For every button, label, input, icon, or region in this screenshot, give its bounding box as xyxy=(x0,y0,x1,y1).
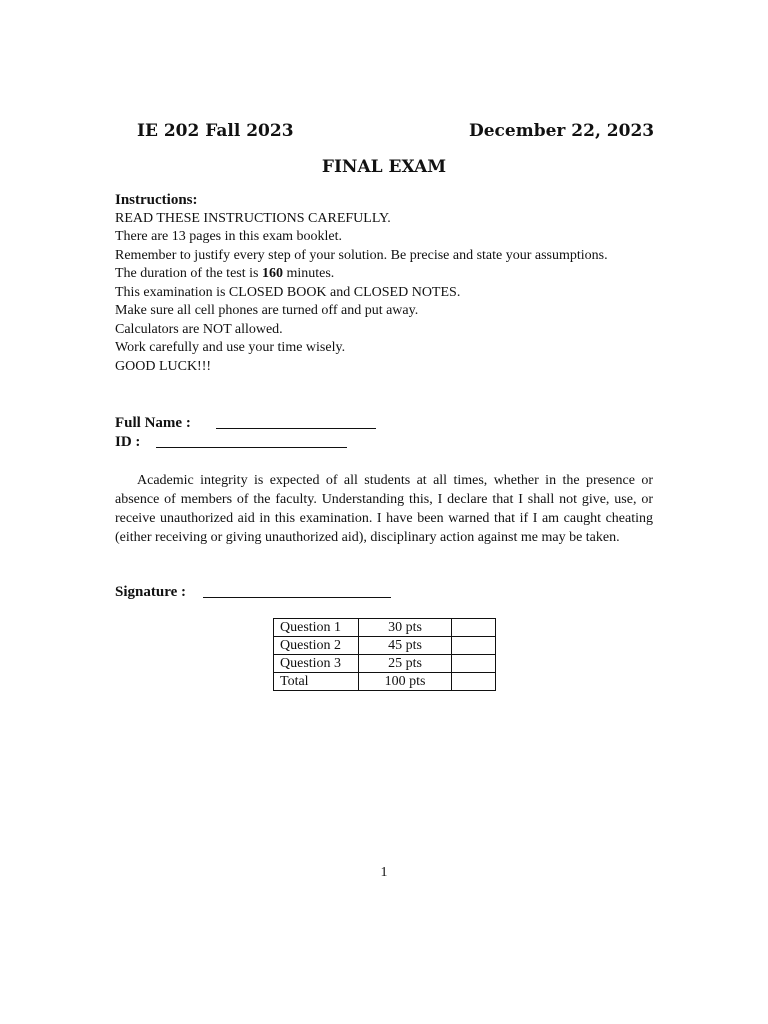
table-row xyxy=(274,637,496,655)
question-cell: Total xyxy=(274,673,359,691)
score-cell[interactable] xyxy=(452,673,496,691)
points-cell: 25 pts xyxy=(359,655,452,673)
question-cell: Question 1 xyxy=(274,619,359,637)
instruction-line: Make sure all cell phones are turned off and put away. xyxy=(115,303,419,318)
instruction-line: Calculators are NOT allowed. xyxy=(115,321,283,337)
score-table xyxy=(273,618,496,691)
table-row xyxy=(274,619,496,637)
exam-date: December 22, 2023 xyxy=(469,121,655,141)
points-cell: 45 pts xyxy=(359,637,452,655)
instruction-line: Remember to justify every step of your solution. Be precise and state your assumptions. xyxy=(115,247,608,263)
duration-suffix: minutes. xyxy=(282,266,335,281)
instruction-line: Work carefully and use your time wisely. xyxy=(115,340,346,355)
id-field[interactable] xyxy=(156,447,347,448)
page-number: 1 xyxy=(380,865,388,880)
instruction-line: GOOD LUCK!!! xyxy=(115,358,212,374)
points-cell: 30 pts xyxy=(359,619,452,637)
instruction-line: There are 13 pages in this exam booklet. xyxy=(115,229,343,244)
signature-label: Signature : xyxy=(115,584,186,600)
question-cell: Question 3 xyxy=(274,655,359,673)
instruction-line: This examination is CLOSED BOOK and CLOSED NOTES. xyxy=(115,284,461,300)
instructions-block xyxy=(115,191,655,376)
full-name-label: Full Name : xyxy=(115,415,191,431)
instruction-line: READ THESE INSTRUCTIONS CAREFULLY. xyxy=(115,210,391,226)
score-cell[interactable] xyxy=(452,655,496,673)
duration-prefix: The duration of the test is xyxy=(115,266,262,281)
table-row xyxy=(274,655,496,673)
question-cell: Question 2 xyxy=(274,637,359,655)
duration-value: 160 xyxy=(261,266,283,281)
instructions-label: Instructions: xyxy=(115,192,198,208)
id-label: ID : xyxy=(115,434,141,450)
academic-integrity-statement: Academic integrity is expected of all students at all times, whether in the presence or absence of members of the faculty. Understanding this, I declare that I shall not give, use, or receive unauthorized aid in this examination. I have been warned that if I am caught cheating (either receiving or giving unauthorized aid), disciplinary action against me may be taken. xyxy=(115,473,653,545)
instruction-line-duration xyxy=(115,265,655,284)
table-row xyxy=(274,673,496,691)
score-cell[interactable] xyxy=(452,619,496,637)
points-cell: 100 pts xyxy=(359,673,452,691)
full-name-field[interactable] xyxy=(216,428,376,429)
course-header: IE 202 Fall 2023 xyxy=(137,121,294,141)
signature-field[interactable] xyxy=(203,597,391,598)
score-cell[interactable] xyxy=(452,637,496,655)
exam-title: FINAL EXAM xyxy=(321,157,447,177)
